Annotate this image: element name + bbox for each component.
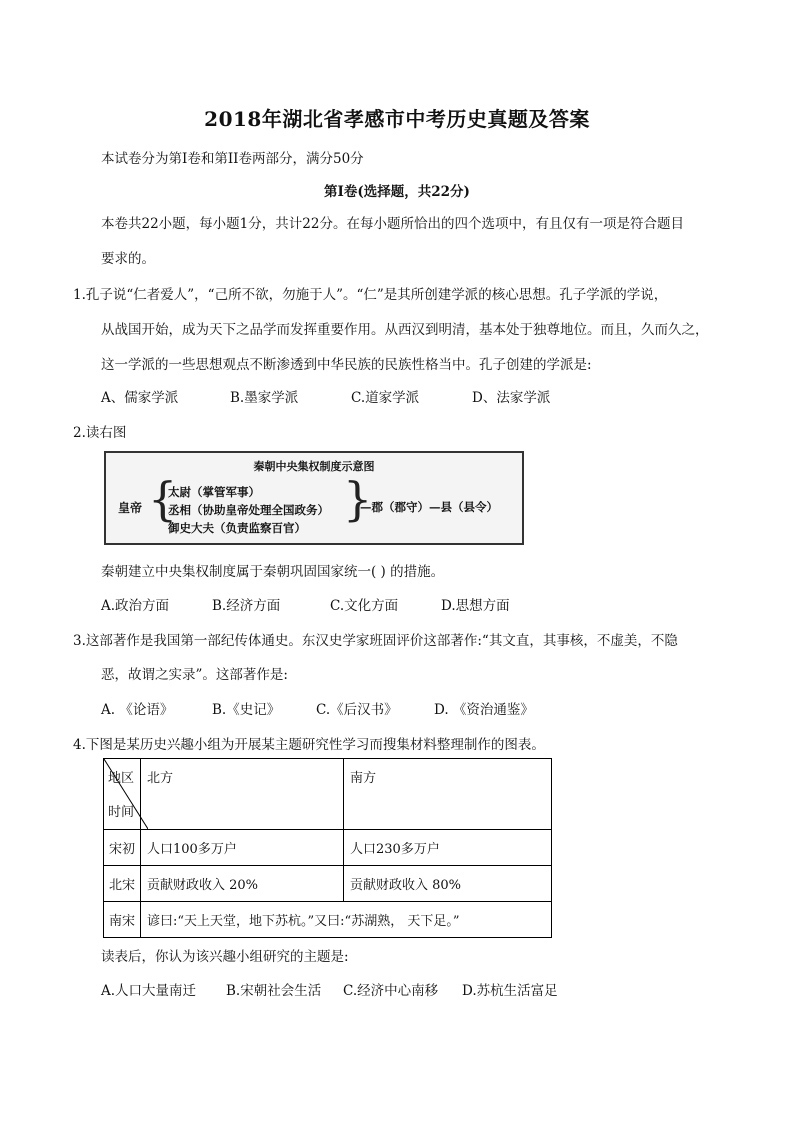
- table-cell-period: 南宋: [104, 902, 141, 938]
- q4-option-a: A.人口大量南迁: [101, 983, 197, 999]
- q1-option-c: C.道家学派: [351, 390, 420, 406]
- q1-option-b: B.墨家学派: [230, 390, 299, 406]
- diagram-official-yushi: 御史大夫（负责监察百官）: [168, 521, 306, 535]
- table-cell-north: 贡献财政收入 20%: [141, 866, 344, 902]
- q4-option-b: B.宋朝社会生活: [226, 983, 322, 999]
- q1-line1: 1.孔子说“仁者爱人”，“己所不欲，勿施于人”。“仁”是其所创建学派的核心思想。孔子学派的学说，: [73, 287, 668, 303]
- diagram-official-taiwei: 太尉（掌管军事）: [168, 485, 260, 499]
- q3-line1: 3.这部著作是我国第一部纪传体通史。东汉史学家班固评价这部著作:“其文直，其事核，不虚美，不隐: [73, 633, 678, 649]
- q2-option-c: C.文化方面: [330, 598, 399, 614]
- table-row: [104, 830, 552, 866]
- q4-line1: 4.下图是某历史兴趣小组为开展某主题研究性学习而搜集材料整理制作的图表。: [73, 737, 545, 753]
- table-row: [104, 866, 552, 902]
- table-corner-cell: [104, 759, 141, 830]
- q2-option-b: B.经济方面: [212, 598, 281, 614]
- table-header-row: [104, 759, 552, 830]
- table-header-north: 北方: [141, 759, 344, 830]
- q3-option-d: D. 《资治通鉴》: [434, 702, 534, 718]
- q3-option-c: C.《后汉书》: [316, 702, 398, 718]
- section-heading: 第I卷(选择题，共22分): [324, 184, 470, 200]
- q2-line1: 2.读右图: [73, 425, 127, 441]
- q3-option-b: B.《史记》: [212, 702, 281, 718]
- q4-data-table: [103, 758, 552, 938]
- diagram-local-admin: —郡（郡守）—县（县令）: [360, 500, 498, 514]
- diagram-official-chengxiang: 丞相（协助皇帝处理全国政务）: [168, 503, 329, 517]
- page-title: 2018年湖北省孝感市中考历史真题及答案: [204, 107, 590, 131]
- q4-option-c: C.经济中心南移: [343, 983, 439, 999]
- q2-question: 秦朝建立中央集权制度属于秦朝巩固国家统一( ) 的措施。: [101, 564, 445, 580]
- section-instructions-line1: 本卷共22小题，每小题1分，共计22分。在每小题所恰出的四个选项中，有且仅有一项是符合题目: [101, 216, 684, 232]
- q1-option-a: A、儒家学派: [101, 390, 179, 406]
- q1-line3: 这一学派的一些思想观点不断渗透到中华民族的民族性格当中。孔子创建的学派是:: [101, 357, 592, 373]
- table-header-south: 南方: [344, 759, 552, 830]
- qin-centralization-diagram: [104, 451, 524, 545]
- exam-intro: 本试卷分为第I卷和第II卷两部分，满分50分: [101, 151, 364, 167]
- corner-label-time: 时间: [108, 805, 135, 820]
- table-cell-merged: 谚曰:“天上天堂，地下苏杭。”又曰:“苏湖熟， 天下足。”: [141, 902, 552, 938]
- table-cell-south: 贡献财政收入 80%: [344, 866, 552, 902]
- q3-line2: 恶，故谓之实录”。这部著作是:: [101, 667, 288, 683]
- q1-option-d: D、法家学派: [472, 390, 551, 406]
- q4-option-d: D.苏杭生活富足: [462, 983, 558, 999]
- table-cell-north: 人口100多万户: [141, 830, 344, 866]
- table-cell-period: 宋初: [104, 830, 141, 866]
- q2-option-a: A.政治方面: [101, 598, 170, 614]
- q4-question: 读表后，你认为该兴趣小组研究的主题是:: [101, 949, 349, 965]
- q2-option-d: D.思想方面: [441, 598, 510, 614]
- corner-label-region: 地区: [108, 771, 135, 786]
- diagram-title: 秦朝中央集权制度示意图: [253, 460, 375, 473]
- table-cell-south: 人口230多万户: [344, 830, 552, 866]
- section-instructions-line2: 要求的。: [101, 251, 155, 267]
- q1-line2: 从战国开始，成为天下之品学而发挥重要作用。从西汉到明清，基本处于独尊地位。而且，久而久之，: [101, 322, 709, 338]
- left-brace-icon: {: [148, 472, 178, 526]
- table-cell-period: 北宋: [104, 866, 141, 902]
- table-row: [104, 902, 552, 938]
- q3-option-a: A. 《论语》: [101, 702, 174, 718]
- diagram-emperor: 皇帝: [118, 501, 143, 515]
- right-brace-icon: }: [343, 472, 373, 526]
